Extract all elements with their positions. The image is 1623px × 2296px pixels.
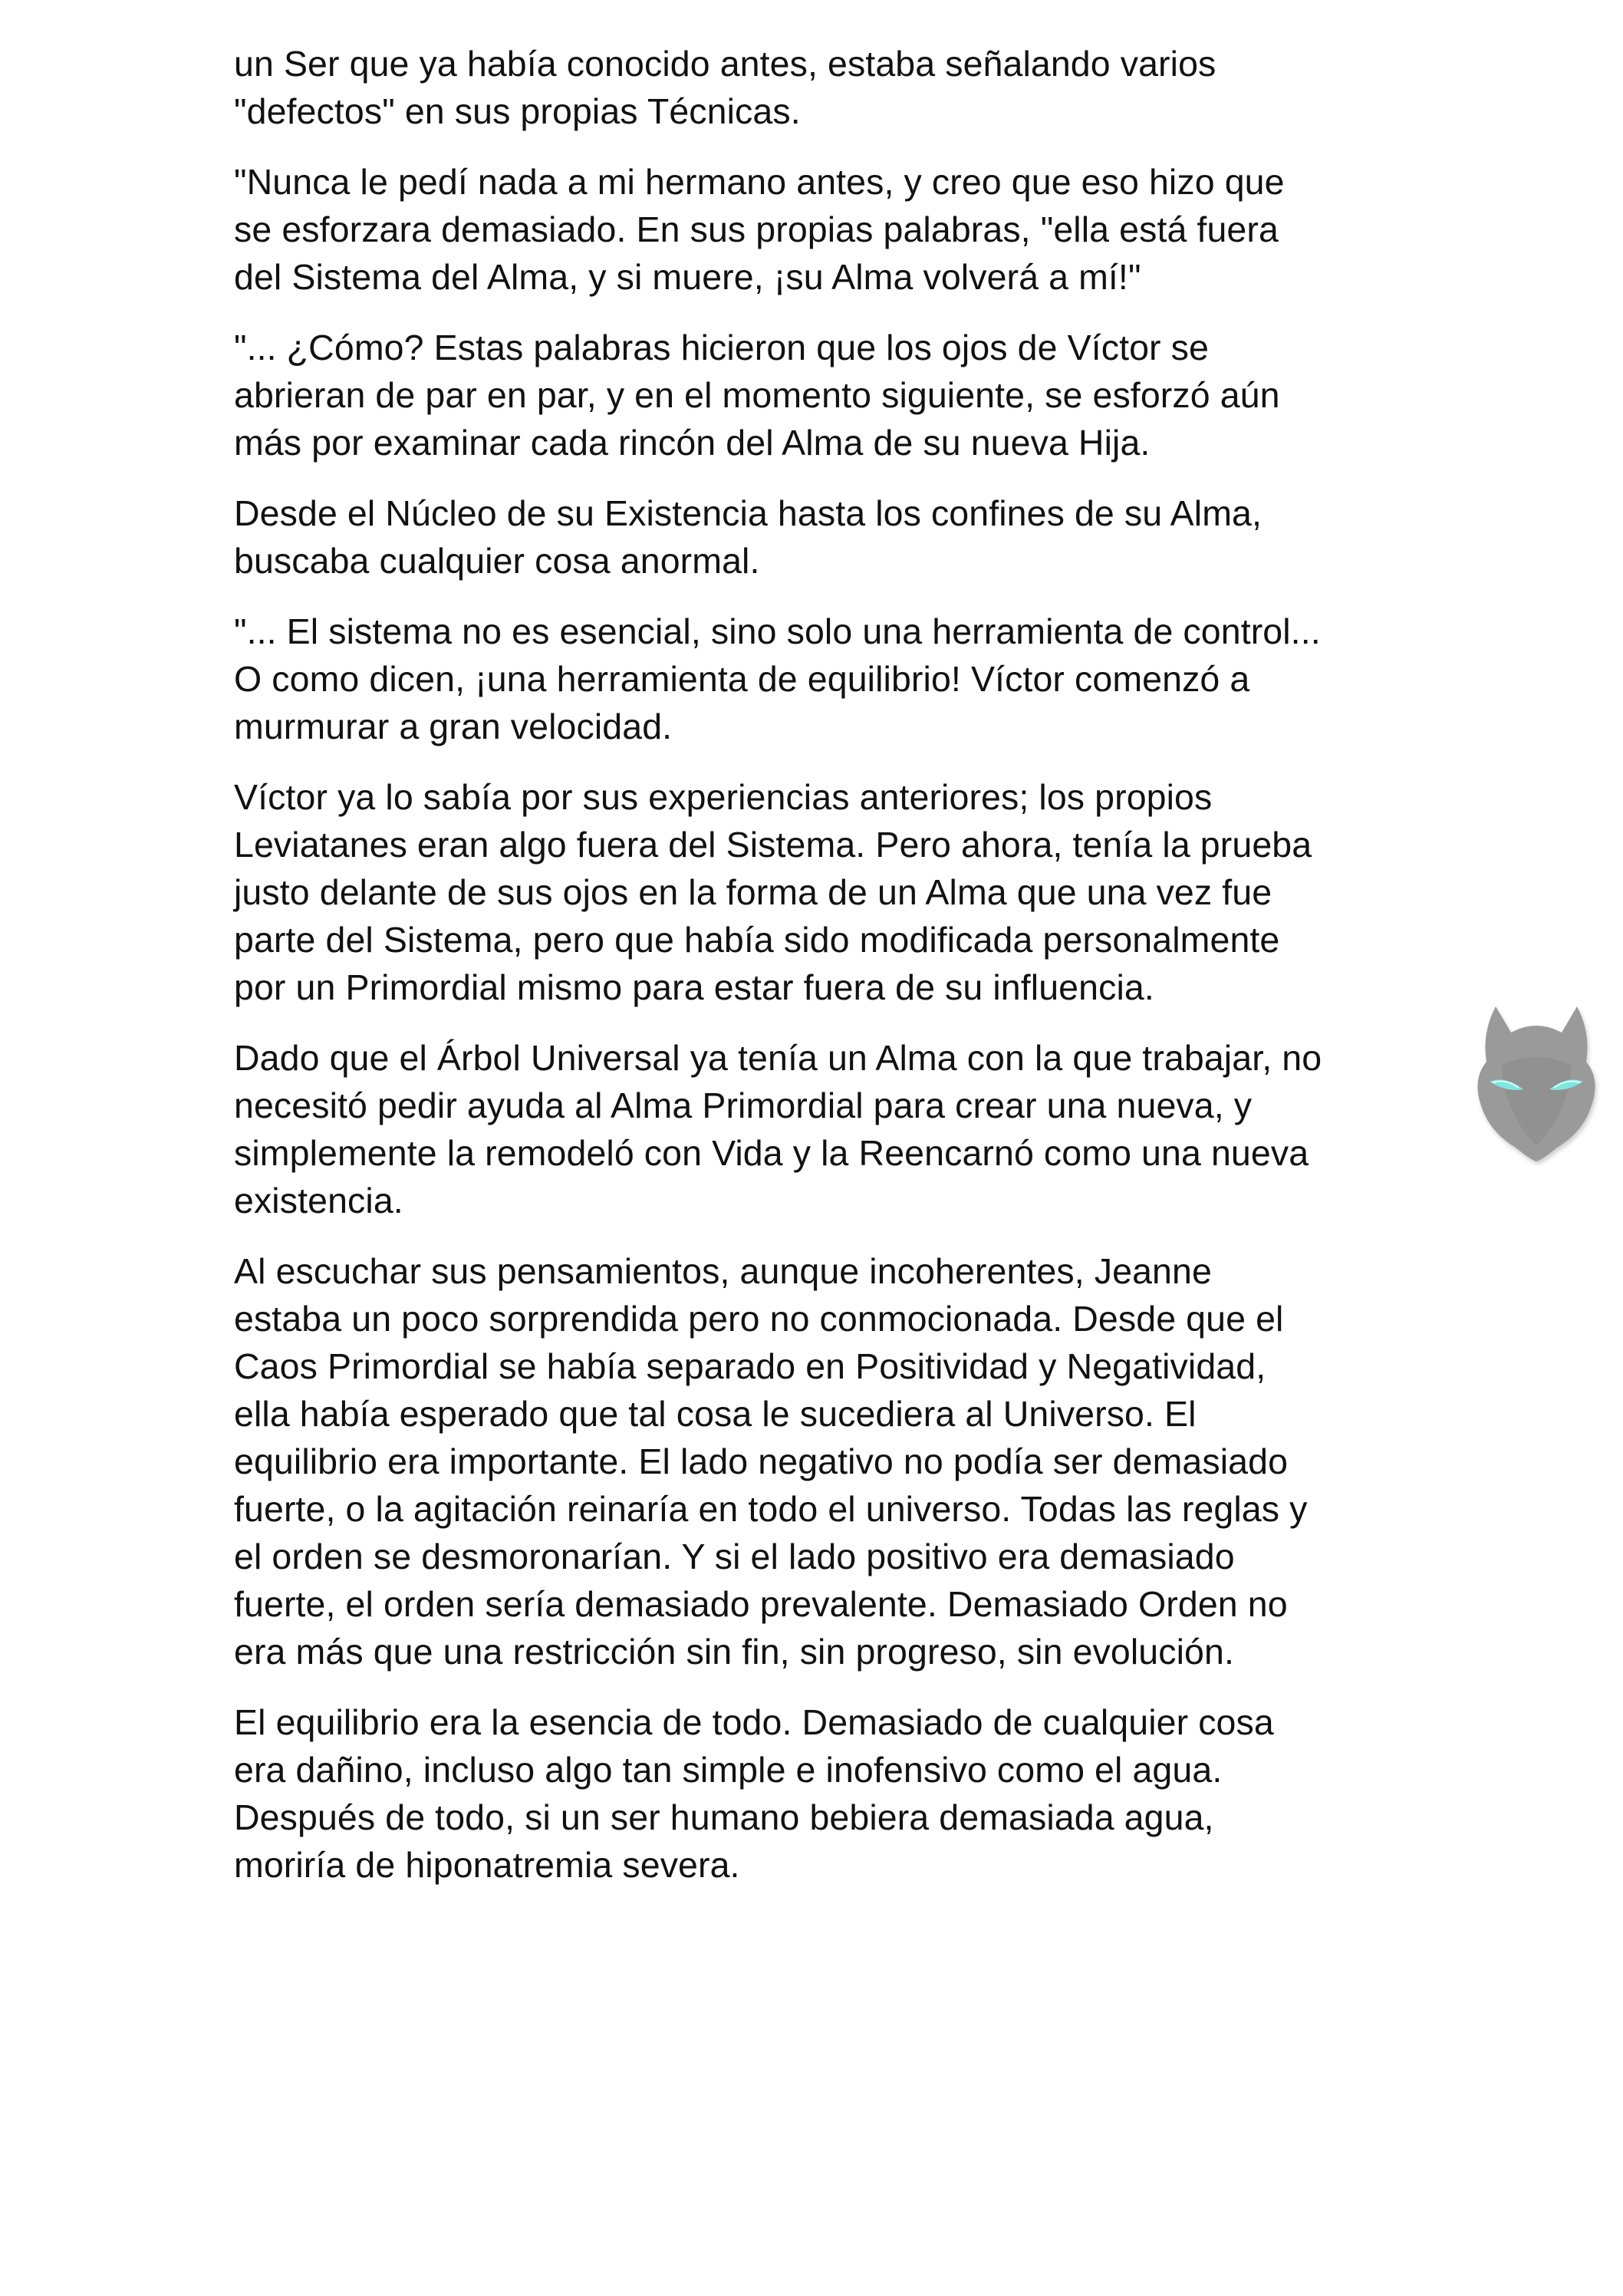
paragraph-3: "... ¿Cómo? Estas palabras hicieron que los ojos de Víctor se abrieran de par en par, y en el momento siguiente, se esforzó aún más por examinar cada rincón del Alma de su nueva Hija. — [234, 328, 1280, 463]
paragraph-4: Desde el Núcleo de su Existencia hasta los confines de su Alma, buscaba cualquier cosa anormal. — [234, 493, 1263, 581]
paragraph-2: "Nunca le pedí nada a mi hermano antes, y creo que eso hizo que se esforzara demasiado. En sus propias palabras, "ella está fuera del Sistema del Alma, y si muere, ¡su Alma volverá a mí!" — [234, 162, 1285, 297]
page-content — [234, 40, 1415, 1912]
paragraph-5: "... El sistema no es esencial, sino solo una herramienta de control... O como dicen, ¡una herramienta de equilibrio! Víctor comenzó a murmurar a gran velocidad. — [234, 611, 1321, 746]
paragraph-6: Víctor ya lo sabía por sus experiencias anteriores; los propios Leviatanes eran algo fuera del Sistema. Pero ahora, tenía la prueba justo delante de sus ojos en la forma de un Alma que una vez fue parte del Sistema, pero que había sido modificada personalmente por un Primordial mismo para estar fuera de su influencia. — [234, 777, 1312, 1007]
paragraph-8: Al escuchar sus pensamientos, aunque incoherentes, Jeanne estaba un poco sorprendida pero no conmocionada. Desde que el Caos Primordial se había separado en Positividad y Negatividad, ella había esperado que tal cosa le sucediera al Universo. El equilibrio era importante. El lado negativo no podía ser demasiado fuerte, o la agitación reinaría en todo el universo. Todas las reglas y el orden se desmoronarían. Y si el lado positivo era demasiado fuerte, el orden sería demasiado prevalente. Demasiado Orden no era más que una restricción sin fin, sin progreso, sin evolución. — [234, 1251, 1308, 1672]
paragraph-9: El equilibrio era la esencia de todo. Demasiado de cualquier cosa era dañino, incluso algo tan simple e inofensivo como el agua. Después de todo, si un ser humano bebiera demasiada agua, moriría de hiponatremia severa. — [234, 1702, 1274, 1885]
paragraph-1: un Ser que ya había conocido antes, estaba señalando varios "defectos" en sus propias Técnicas. — [234, 44, 1216, 131]
paragraph-7: Dado que el Árbol Universal ya tenía un Alma con la que trabajar, no necesitó pedir ayuda al Alma Primordial para crear una nueva, y simplemente la remodeló con Vida y la Reencarnó como una nueva existencia. — [234, 1038, 1322, 1220]
demon-head-icon — [1471, 996, 1602, 1166]
